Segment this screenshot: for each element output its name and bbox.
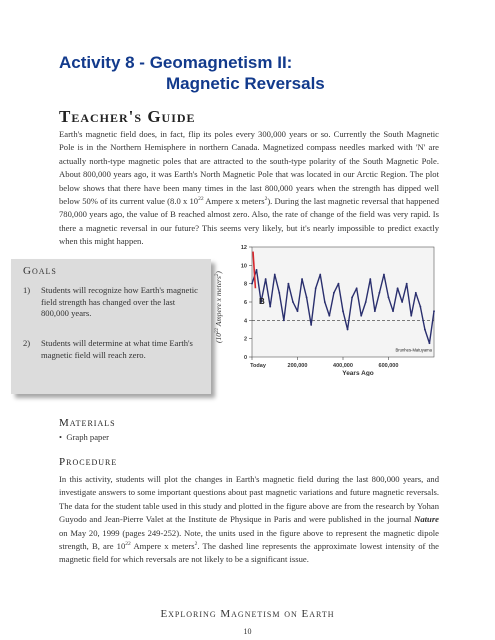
y-tick-label: 8 [243, 281, 247, 288]
data-point [269, 306, 271, 308]
x-tick-label: 400,000 [333, 363, 353, 369]
procedure-paragraph: In this activity, students will plot the changes in Earth's magnetic field during the last 800,000 years, and investigate answers to some important questions about past magnetic variations and future magnetic reversals. The data for the student table used in this study and plotted in the figure above are from the research by Yohan Guyodo and Jean-Pierre Valet at the Institute de Physique in Paris and were published in the journal Nature on May 20, 1999 (pages 249-252). Note, the units used in the figure above to represent the magnetic dipole strength, B, are $10^{22}$ Ampere x meters$^2$. The dashed line represents the approximate lowest intensity of the magnetic field for which reversals are not likely to be a significant issue. [59, 474, 439, 565]
title-line-2: Magnetic Reversals [166, 74, 325, 93]
data-point [365, 301, 367, 303]
data-point [265, 278, 267, 280]
y-tick-label: 10 [240, 263, 247, 270]
materials-item: • Graph paper [59, 432, 110, 442]
data-point [419, 306, 421, 308]
y-axis-label: ($10^{22}$ Ampere x meters$^2$) [214, 271, 223, 343]
data-point [301, 278, 303, 280]
data-point [379, 292, 381, 294]
data-point [383, 274, 385, 276]
data-point [297, 310, 299, 312]
data-point [324, 301, 326, 303]
data-point [356, 287, 358, 289]
data-point [342, 310, 344, 312]
data-point [338, 283, 340, 285]
data-point [429, 342, 431, 344]
plot-frame [252, 247, 434, 357]
data-point [278, 292, 280, 294]
data-point [374, 310, 376, 312]
data-point [283, 319, 285, 321]
intro-paragraph: Earth's magnetic field does, in fact, flip its poles every 300,000 years or so. Currently the South Magnetic Pole is in the Northern Hemisphere in northern Canada. Magnetized compass needles marked with 'N' are actually north-type magnetic poles that are attracted to the south-type polarity of the South Magnetic Pole. About 800,000 years ago, it was Earth's North Magnetic Pole that was located in our Arctic Region. The plot below shows that there have been many times in the last 800,000 years when the strength has dipped well below 50% of its current value (8.0 x $10^{22}$ Ampere x meters$^2$). During the last magnetic reversal that happened 780,000 years ago, the value of B reached almost zero. Also, the rate of change of the field was very rapid. Is there a magnetic reversal in our future? This seems very likely, but it's nearly impossible to predict exactly when this might happen. [59, 129, 439, 247]
data-point [306, 297, 308, 299]
data-point [251, 283, 253, 285]
data-point [274, 274, 276, 276]
data-point [392, 310, 394, 312]
data-point [256, 269, 258, 271]
teachers-guide-heading: Teacher's Guide [59, 107, 196, 126]
page-number: 10 [243, 627, 252, 636]
procedure-heading: Procedure [59, 456, 118, 468]
data-point [319, 274, 321, 276]
materials-heading: Materials [59, 417, 116, 429]
data-point [424, 329, 426, 331]
data-point [292, 301, 294, 303]
brunhes-matuyama-annotation: Brunhes-Matuyama [395, 347, 432, 353]
data-point [397, 287, 399, 289]
y-tick-label: 4 [243, 318, 247, 325]
data-point [388, 297, 390, 299]
data-point [401, 301, 403, 303]
goals-box [11, 259, 211, 394]
data-point [410, 315, 412, 317]
data-point [360, 315, 362, 317]
data-point [433, 310, 435, 312]
data-point [315, 287, 317, 289]
x-tick-label: 200,000 [287, 363, 308, 369]
data-point [310, 324, 312, 326]
goals-heading: Goals [23, 265, 57, 277]
activity-title [59, 52, 325, 94]
magnetic-field-strength-chart [212, 239, 438, 376]
series-label-b: B [259, 296, 265, 306]
book-title-footer: Exploring Magnetism on Earth [160, 608, 335, 620]
goal-item: 1) Students will recognize how Earth's magnetic field strength has changed over the last 800,000 years. [23, 285, 198, 318]
y-tick-label: 0 [243, 355, 247, 361]
y-tick-label: 12 [240, 245, 247, 251]
data-point [347, 329, 349, 331]
data-point [369, 278, 371, 280]
data-point [351, 297, 353, 299]
x-axis-label: Years Ago [342, 370, 374, 376]
x-tick-label: 600,000 [378, 363, 399, 369]
data-point [415, 292, 417, 294]
data-point [328, 315, 330, 317]
goal-item: 2) Students will determine at what time Earth's magnetic field will reach zero. [23, 338, 193, 360]
title-line-1: Activity 8 - Geomagnetism II: [59, 53, 293, 72]
data-point [288, 283, 290, 285]
data-point [406, 283, 408, 285]
data-point [333, 292, 335, 294]
x-tick-label: Today [250, 363, 266, 369]
y-tick-label: 2 [243, 336, 247, 343]
y-tick-label: 6 [243, 300, 247, 306]
